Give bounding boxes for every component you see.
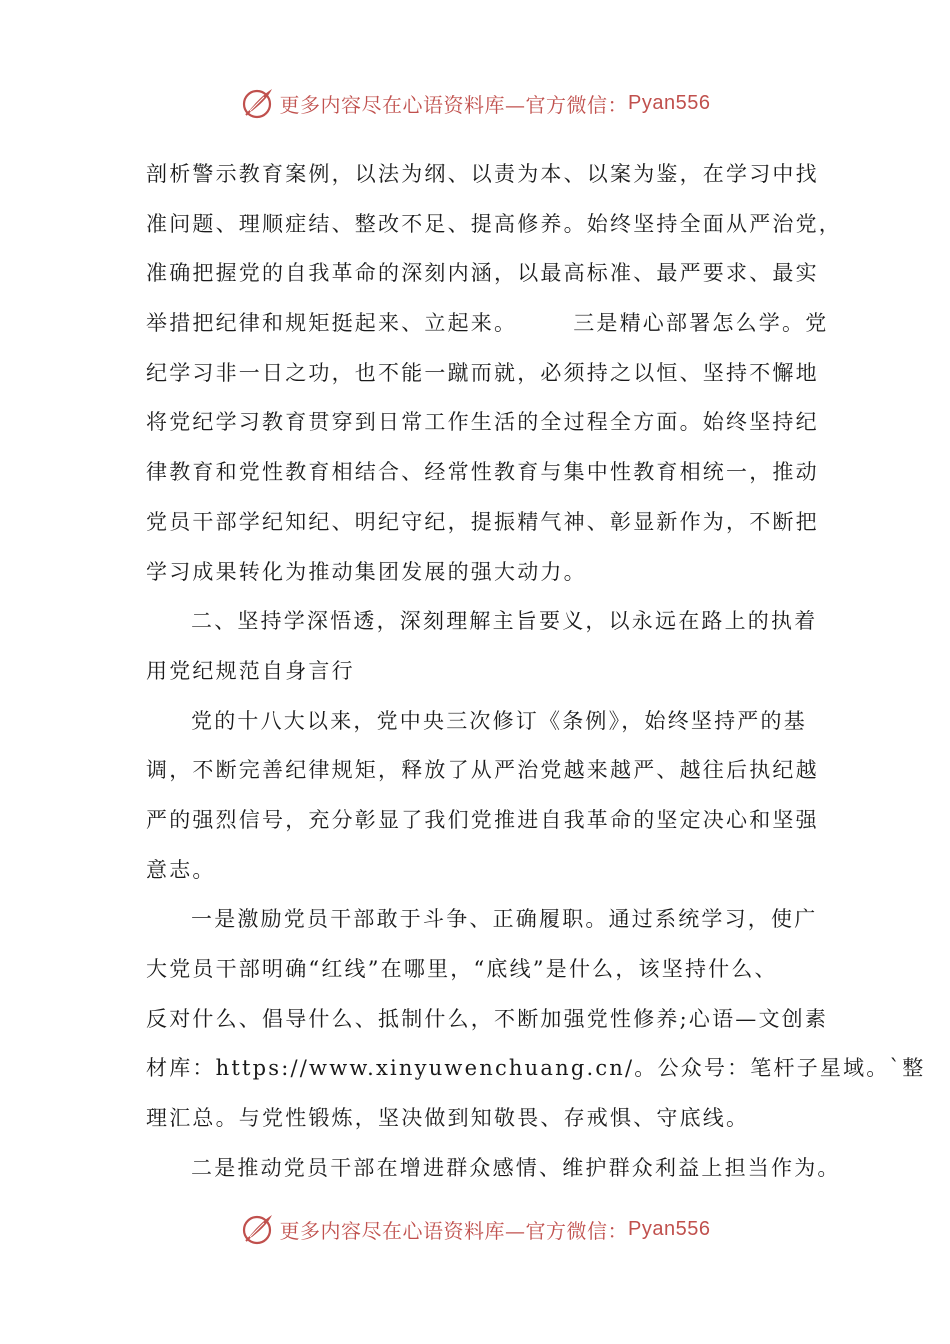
header-watermark-banner <box>0 83 950 123</box>
text-line: 律教育和党性教育相结合、经常性教育与集中性教育相统一，推动 <box>146 460 819 485</box>
text-line: 纪学习非一日之功，也不能一蹴而就，必须持之以恒、坚持不懈地 <box>146 360 819 385</box>
text-line: 学习成果转化为推动集团发展的强大动力。 <box>146 559 587 584</box>
footer-watermark-banner <box>0 1209 950 1249</box>
text-line: 准问题、理顺症结、整改不足、提高修养。始终坚持全面从严治党， <box>146 211 842 236</box>
text-segment: 举措把纪律和规矩挺起来、立起来。 <box>146 311 518 336</box>
text-line: 调，不断完善纪律规矩，释放了从严治党越来越严、越往后执纪越 <box>146 758 819 783</box>
document-body <box>146 150 926 1193</box>
banner-text: 更多内容尽在心语资料库—官方微信： <box>279 1218 629 1243</box>
banner-wechat-id: Pyan556 <box>628 1217 711 1240</box>
text-line: 材库：https://www.xinyuwenchuang.cn/。公众号：笔杆子星域。`整 <box>146 1056 926 1081</box>
quill-logo-icon <box>240 85 276 121</box>
text-line <box>146 299 829 349</box>
text-line: 反对什么、倡导什么、抵制什么，不断加强党性修养;心语—文创素 <box>146 1006 829 1031</box>
text-line: 准确把握党的自我革命的深刻内涵，以最高标准、最严要求、最实 <box>146 261 819 286</box>
text-line: 一是激励党员干部敢于斗争、正确履职。通过系统学习，使广 <box>191 907 818 932</box>
section-heading-line: 二、坚持学深悟透，深刻理解主旨要义，以永远在路上的执着 <box>191 609 818 634</box>
section-heading-line: 用党纪规范自身言行 <box>146 658 355 683</box>
text-line: 意志。 <box>146 857 216 882</box>
text-line: 剖析警示教育案例，以法为纲、以责为本、以案为鉴，在学习中找 <box>146 162 819 186</box>
text-segment: 三是精心部署怎么学。党 <box>573 311 829 336</box>
text-line: 党员干部学纪知纪、明纪守纪，提振精气神、彰显新作为，不断把 <box>146 509 819 534</box>
text-line: 大党员干部明确“红线”在哪里，“底线”是什么，该坚持什么、 <box>146 957 778 981</box>
text-line: 将党纪学习教育贯穿到日常工作生活的全过程全方面。始终坚持纪 <box>146 410 819 435</box>
text-line: 党的十八大以来，党中央三次修订《条例》，始终坚持严的基 <box>191 708 807 733</box>
banner-wechat-id: Pyan556 <box>628 91 711 114</box>
text-line: 理汇总。与党性锻炼，坚决做到知敬畏、存戒惧、守底线。 <box>146 1106 750 1131</box>
text-line: 二是推动党员干部在增进群众感情、维护群众利益上担当作为。 <box>191 1155 841 1180</box>
quill-logo-icon <box>240 1211 276 1247</box>
text-line: 严的强烈信号，充分彰显了我们党推进自我革命的坚定决心和坚强 <box>146 807 819 832</box>
banner-text: 更多内容尽在心语资料库—官方微信： <box>279 92 629 117</box>
